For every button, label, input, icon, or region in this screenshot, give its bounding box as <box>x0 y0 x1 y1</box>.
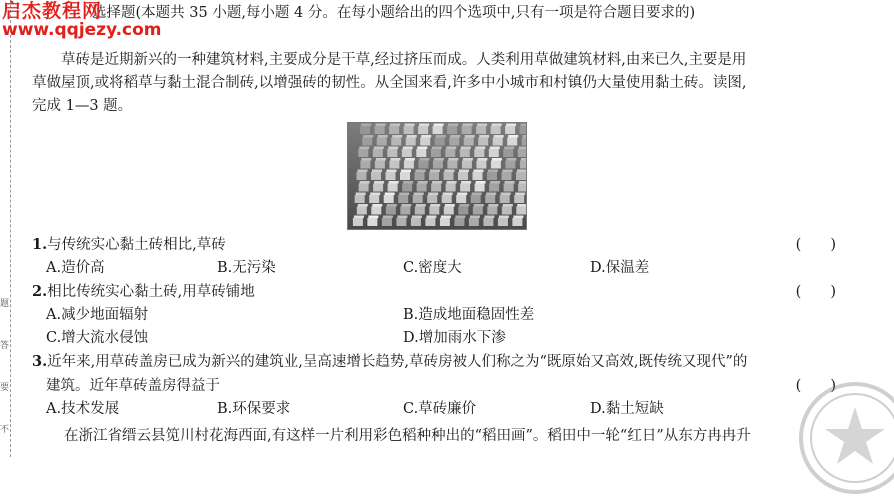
brick-top <box>383 216 393 219</box>
brick-face <box>406 138 416 146</box>
margin-glyph: 答 <box>0 341 10 351</box>
option-b: B.无污染 <box>217 260 276 276</box>
question-number: 2. <box>32 283 48 300</box>
option-c: C.草砖廉价 <box>403 401 477 417</box>
brick-top <box>445 204 455 207</box>
brick-top <box>418 181 428 184</box>
brick-face <box>398 195 408 203</box>
brick-top <box>503 170 513 173</box>
next-passage: 在浙江省缙云县笕川村花海西面,有这样一片利用彩色稻种种出的“稻田画”。稻田中一轮“红日”从东方冉冉升 <box>64 428 751 444</box>
brick-top <box>405 158 415 161</box>
brick-face <box>489 149 499 157</box>
brick-face <box>375 126 385 134</box>
brick-face <box>445 149 455 157</box>
brick-top <box>399 193 409 196</box>
brick-top <box>505 181 515 184</box>
straw-brick-photo <box>347 122 527 230</box>
brick-top <box>390 158 400 161</box>
question-number: 3. <box>32 353 48 370</box>
brick-top <box>463 158 473 161</box>
passage-line-2: 草做屋顶,或将稻草与黏土混合制砖,以增强砖的韧性。从全国来看,许多中小城市和村镇仍大量使用黏土砖。读图, <box>32 75 747 91</box>
brick-top <box>417 147 427 150</box>
brick-face <box>476 126 486 134</box>
brick-face <box>462 161 472 169</box>
brick-top <box>416 170 426 173</box>
brick-top <box>490 181 500 184</box>
brick-top <box>376 158 386 161</box>
brick-face <box>520 161 526 169</box>
brick-top <box>494 135 504 138</box>
brick-face <box>360 161 370 169</box>
brick-face <box>382 218 392 226</box>
brick-face <box>362 138 372 146</box>
question-1 <box>32 233 844 257</box>
brick-face <box>431 149 441 157</box>
brick-top <box>477 124 487 127</box>
brick-top <box>430 170 440 173</box>
brick-top <box>434 124 444 127</box>
brick-face <box>456 195 466 203</box>
brick-top <box>448 158 458 161</box>
brick-top <box>492 158 502 161</box>
brick-top <box>414 193 424 196</box>
brick-top <box>488 170 498 173</box>
brick-face <box>431 184 441 192</box>
brick-top <box>374 147 384 150</box>
brick-top <box>504 147 514 150</box>
brick-face <box>446 184 456 192</box>
brick-face <box>359 184 369 192</box>
brick-top <box>389 181 399 184</box>
brick-face <box>516 207 526 215</box>
brick-top <box>517 170 526 173</box>
brick-top <box>499 216 509 219</box>
brick-face <box>447 126 457 134</box>
option-a: A.技术发展 <box>46 401 120 417</box>
brick-face <box>489 184 499 192</box>
brick-face <box>454 218 464 226</box>
brick-face <box>357 207 367 215</box>
brick-top <box>434 158 444 161</box>
brick-face <box>415 207 425 215</box>
brick-top <box>397 216 407 219</box>
passage <box>32 49 842 118</box>
brick-top <box>513 216 523 219</box>
brick-face <box>507 138 517 146</box>
brick-top <box>447 181 457 184</box>
brick-top <box>374 181 384 184</box>
brick-face <box>371 172 381 180</box>
brick-top <box>372 170 382 173</box>
brick-top <box>479 135 489 138</box>
brick-top <box>370 193 380 196</box>
brick-top <box>387 204 397 207</box>
brick-top <box>463 124 473 127</box>
brick-face <box>415 172 425 180</box>
brick-face <box>475 184 485 192</box>
brick-top <box>477 158 487 161</box>
brick-top <box>521 124 526 127</box>
brick-top <box>519 181 526 184</box>
brick-top <box>486 193 496 196</box>
brick-face <box>433 161 443 169</box>
question-stem-line-1 <box>32 350 844 374</box>
brick-face <box>416 149 426 157</box>
brick-face <box>384 195 394 203</box>
brick-face <box>435 138 445 146</box>
brick-top <box>443 193 453 196</box>
brick-top <box>461 181 471 184</box>
brick-top <box>361 158 371 161</box>
brick-top <box>358 204 368 207</box>
brick-face <box>512 218 522 226</box>
brick-face <box>425 218 435 226</box>
brick-face <box>460 149 470 157</box>
brick-top <box>470 216 480 219</box>
brick-face <box>373 184 383 192</box>
watermark-name: 启杰教程网 <box>2 0 103 22</box>
brick-top <box>376 124 386 127</box>
brick-face <box>473 207 483 215</box>
brick-face <box>462 126 472 134</box>
brick-face <box>485 195 495 203</box>
brick-top <box>506 158 516 161</box>
brick-face <box>400 172 410 180</box>
brick-face <box>500 195 510 203</box>
brick-top <box>421 135 431 138</box>
brick-face <box>411 218 421 226</box>
brick-face <box>458 207 468 215</box>
brick-top <box>392 135 402 138</box>
passage-line-1: 草砖是近期新兴的一种建筑材料,主要成分是干草,经过挤压而成。人类利用草做建筑材料,由来已久,主要是用 <box>61 52 747 68</box>
brick-top <box>474 170 484 173</box>
brick-top <box>401 170 411 173</box>
brick-face <box>522 138 526 146</box>
brick-top <box>475 147 485 150</box>
answer-blank: ( ) <box>795 378 836 394</box>
option-a: A.造价高 <box>46 260 105 276</box>
brick-face <box>458 172 468 180</box>
brick-face <box>402 184 412 192</box>
option-a: A.减少地面辐射 <box>46 307 149 323</box>
brick-face <box>444 172 454 180</box>
brick-face <box>440 218 450 226</box>
brick-face <box>504 184 514 192</box>
brick-top <box>363 135 373 138</box>
margin-glyph: 题 <box>0 299 10 309</box>
straw-brick-stack-image <box>348 123 526 229</box>
brick-top <box>378 135 388 138</box>
brick-face <box>367 218 377 226</box>
brick-face <box>460 184 470 192</box>
brick-top <box>501 193 511 196</box>
brick-face <box>391 138 401 146</box>
brick-face <box>420 138 430 146</box>
brick-top <box>472 193 482 196</box>
brick-top <box>358 170 368 173</box>
brick-face <box>418 126 428 134</box>
brick-face <box>469 218 479 226</box>
watermark-url: www.qqjezy.com <box>2 19 162 40</box>
brick-top <box>385 193 395 196</box>
brick-top <box>465 135 475 138</box>
brick-top <box>403 147 413 150</box>
brick-top <box>490 147 500 150</box>
brick-face <box>404 126 414 134</box>
question-stem-line-2 <box>32 374 844 398</box>
brick-top <box>428 193 438 196</box>
brick-top <box>436 135 446 138</box>
brick-face <box>498 218 508 226</box>
brick-face <box>429 172 439 180</box>
brick-top <box>403 181 413 184</box>
brick-face <box>433 126 443 134</box>
brick-face <box>471 195 481 203</box>
question-number: 1. <box>32 236 48 253</box>
question-2-options-row-1 <box>32 304 844 327</box>
brick-top <box>372 204 382 207</box>
brick-top <box>476 181 486 184</box>
site-watermark <box>2 2 162 40</box>
brick-face <box>491 126 501 134</box>
question-stem: 相比传统实心黏土砖,用草砖铺地 <box>47 284 255 300</box>
question-stem: 近年来,用草砖盖房已成为新兴的建筑业,呈高速增长趋势,草砖房被人们称之为“既原始又高效,既传统又现代”的 <box>47 354 748 370</box>
brick-top <box>503 204 513 207</box>
brick-face <box>429 207 439 215</box>
brick-top <box>441 216 451 219</box>
option-b: B.环保要求 <box>217 401 291 417</box>
brick-face <box>396 218 406 226</box>
brick-face <box>474 149 484 157</box>
brick-top <box>506 124 516 127</box>
brick-face <box>386 207 396 215</box>
brick-top <box>368 216 378 219</box>
brick-face <box>387 149 397 157</box>
brick-top <box>359 147 369 150</box>
brick-face <box>389 126 399 134</box>
brick-top <box>354 216 364 219</box>
brick-face <box>386 172 396 180</box>
brick-top <box>387 170 397 173</box>
brick-top <box>474 204 484 207</box>
brick-face <box>357 172 367 180</box>
brick-face <box>502 207 512 215</box>
brick-face <box>518 149 526 157</box>
brick-face <box>493 138 503 146</box>
brick-top <box>450 135 460 138</box>
brick-top <box>523 135 526 138</box>
brick-face <box>514 195 524 203</box>
brick-face <box>487 207 497 215</box>
brick-face <box>404 161 414 169</box>
brick-face <box>491 161 501 169</box>
option-c: C.密度大 <box>403 260 462 276</box>
question-list <box>32 233 844 421</box>
brick-top <box>446 147 456 150</box>
brick-top <box>457 193 467 196</box>
brick-top <box>401 204 411 207</box>
brick-top <box>405 124 415 127</box>
brick-face <box>505 126 515 134</box>
brick-top <box>445 170 455 173</box>
passage-line-3: 完成 1—3 题。 <box>32 98 133 114</box>
brick-face <box>417 184 427 192</box>
brick-top <box>430 204 440 207</box>
brick-top <box>390 124 400 127</box>
brick-top <box>356 193 366 196</box>
brick-top <box>432 147 442 150</box>
brick-top <box>419 124 429 127</box>
brick-face <box>502 172 512 180</box>
brick-face <box>483 218 493 226</box>
brick-face <box>447 161 457 169</box>
seal-stamp-decoration <box>796 379 894 497</box>
brick-top <box>517 204 526 207</box>
brick-top <box>432 181 442 184</box>
brick-top <box>508 135 518 138</box>
brick-top <box>488 204 498 207</box>
brick-face <box>355 195 365 203</box>
brick-top <box>416 204 426 207</box>
brick-top <box>519 147 526 150</box>
brick-face <box>487 172 497 180</box>
brick-face <box>400 207 410 215</box>
brick-top <box>455 216 465 219</box>
brick-top <box>448 124 458 127</box>
brick-top <box>419 158 429 161</box>
brick-face <box>375 161 385 169</box>
question-stem-continued: 建筑。近年草砖盖房得益于 <box>46 378 220 394</box>
option-c: C.增大流水侵蚀 <box>46 330 149 346</box>
option-d: D.保温差 <box>590 260 650 276</box>
answer-blank: ( ) <box>795 284 836 300</box>
brick-face <box>418 161 428 169</box>
brick-face <box>353 218 363 226</box>
brick-top <box>360 181 370 184</box>
brick-face <box>442 195 452 203</box>
brick-top <box>459 170 469 173</box>
brick-face <box>427 195 437 203</box>
brick-face <box>369 195 379 203</box>
brick-face <box>373 149 383 157</box>
brick-face <box>473 172 483 180</box>
brick-face <box>388 184 398 192</box>
brick-top <box>361 124 371 127</box>
option-d: D.黏土短缺 <box>590 401 664 417</box>
brick-face <box>444 207 454 215</box>
brick-top <box>426 216 436 219</box>
brick-face <box>371 207 381 215</box>
brick-face <box>505 161 515 169</box>
brick-face <box>464 138 474 146</box>
brick-face <box>516 172 526 180</box>
question-2-options-row-2 <box>32 327 844 350</box>
answer-blank: ( ) <box>795 237 836 253</box>
instructions-line: 选择题(本题共 35 小题,每小题 4 分。在每小题给出的四个选项中,只有一项是符合题目要求的) <box>92 5 696 21</box>
brick-face <box>478 138 488 146</box>
question-3-options <box>32 398 844 421</box>
margin-notice <box>0 300 12 468</box>
brick-top <box>521 158 526 161</box>
question-2 <box>32 280 844 304</box>
brick-face <box>360 126 370 134</box>
brick-face <box>518 184 526 192</box>
brick-face <box>358 149 368 157</box>
brick-top <box>515 193 525 196</box>
brick-top <box>459 204 469 207</box>
brick-top <box>492 124 502 127</box>
brick-top <box>484 216 494 219</box>
brick-top <box>412 216 422 219</box>
brick-face <box>449 138 459 146</box>
brick-top <box>407 135 417 138</box>
brick-top <box>461 147 471 150</box>
option-d: D.增加雨水下渗 <box>403 330 506 346</box>
question-3 <box>32 350 844 398</box>
brick-face <box>476 161 486 169</box>
question-1-options <box>32 257 844 280</box>
brick-face <box>377 138 387 146</box>
brick-face <box>503 149 513 157</box>
brick-face <box>402 149 412 157</box>
question-stem: 与传统实心黏土砖相比,草砖 <box>47 237 226 253</box>
margin-glyph: 要 <box>0 383 10 393</box>
brick-face <box>520 126 526 134</box>
brick-face <box>389 161 399 169</box>
option-b: B.造成地面稳固性差 <box>403 307 535 323</box>
margin-glyph: 不 <box>0 425 10 435</box>
brick-face <box>413 195 423 203</box>
brick-top <box>388 147 398 150</box>
